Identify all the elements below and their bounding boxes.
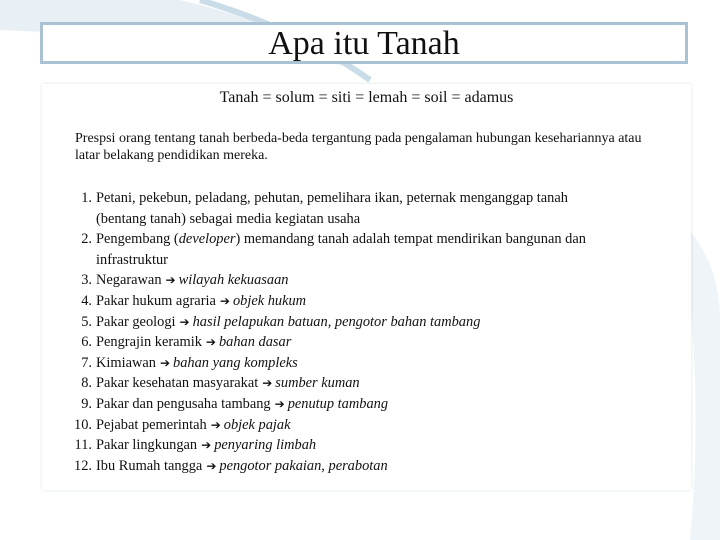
item-number: 7. <box>81 354 92 371</box>
item-number: 2. <box>81 231 92 248</box>
item-number: 3. <box>81 272 92 289</box>
item-label: Ibu Rumah tangga <box>96 457 203 474</box>
item-label: Pakar hukum agraria <box>96 292 216 309</box>
item-result: wilayah kekuasaan <box>178 272 289 289</box>
list-item <box>66 373 686 394</box>
list-item <box>66 353 686 374</box>
list-item <box>66 312 686 333</box>
subtitle: Tanah = solum = siti = lemah = soil = adamus <box>219 89 514 106</box>
item-text: (bentang tanah) sebagai media kegiatan usaha <box>96 210 361 227</box>
item-label: Pengrajin keramik <box>96 334 202 351</box>
right-arrow-icon: ➔ <box>201 438 212 453</box>
item-result: penyaring limbah <box>214 437 317 454</box>
item-result: penutup tambang <box>287 395 389 412</box>
item-label: Kimiawan <box>96 354 156 371</box>
item-number: 9. <box>81 395 92 412</box>
right-arrow-icon: ➔ <box>165 273 176 288</box>
content-panel <box>42 84 691 490</box>
item-label: Pakar dan pengusaha tambang <box>96 395 271 412</box>
item-result: pengotor pakaian, perabotan <box>219 457 388 474</box>
title-box <box>40 22 688 64</box>
right-arrow-icon: ➔ <box>206 458 217 473</box>
intro-paragraph: Prespsi orang tentang tanah berbeda-beda tergantung pada pengalaman hubungan kesehariannya atau latar belakang pendidikan mereka. <box>75 131 642 163</box>
item-number: 8. <box>81 375 92 392</box>
item-number: 5. <box>81 313 92 330</box>
item-number: 1. <box>81 190 92 206</box>
list-item <box>66 332 686 353</box>
list-item <box>66 270 686 291</box>
right-arrow-icon: ➔ <box>159 355 171 370</box>
item-result: objek hukum <box>232 292 307 309</box>
item-number: 12. <box>74 457 92 474</box>
item-label: Negarawan <box>96 272 162 289</box>
item-label: Pakar lingkungan <box>96 437 198 454</box>
list-item <box>66 291 686 312</box>
list-item <box>66 188 686 209</box>
item-text: ) memandang tanah adalah tempat mendirikan bangunan dan <box>235 231 586 248</box>
right-arrow-icon: ➔ <box>262 376 273 391</box>
item-number: 11. <box>74 437 92 454</box>
item-result: bahan dasar <box>218 334 292 351</box>
page-title: Apa itu Tanah <box>268 25 460 62</box>
item-text-italic: developer <box>178 231 236 248</box>
item-text: Petani, pekebun, peladang, pehutan, pemelihara ikan, peternak menganggap tanah <box>96 190 568 206</box>
item-text: Pengembang ( <box>96 231 179 248</box>
item-number: 4. <box>81 292 92 309</box>
item-number: 10. <box>74 416 92 433</box>
list-item <box>66 435 686 456</box>
item-text: infrastruktur <box>96 251 168 268</box>
perception-list <box>66 188 686 476</box>
list-item <box>66 456 686 477</box>
right-arrow-icon: ➔ <box>179 314 190 329</box>
item-result: sumber kuman <box>275 375 360 392</box>
item-result: objek pajak <box>223 416 291 433</box>
item-label: Pakar kesehatan masyarakat <box>96 375 259 392</box>
item-label: Pejabat pemerintah <box>96 416 207 433</box>
list-item <box>66 394 686 415</box>
list-item <box>66 229 686 250</box>
right-arrow-icon: ➔ <box>219 293 230 308</box>
item-result: hasil pelapukan batuan, pengotor bahan tambang <box>192 313 481 330</box>
list-item-continuation <box>66 250 686 271</box>
right-arrow-icon: ➔ <box>274 396 285 411</box>
item-result: bahan yang kompleks <box>173 354 298 371</box>
list-item <box>66 415 686 436</box>
right-arrow-icon: ➔ <box>205 335 216 350</box>
item-label: Pakar geologi <box>96 313 176 330</box>
list-item-continuation <box>66 209 686 230</box>
item-number: 6. <box>81 334 92 351</box>
right-arrow-icon: ➔ <box>210 417 221 432</box>
